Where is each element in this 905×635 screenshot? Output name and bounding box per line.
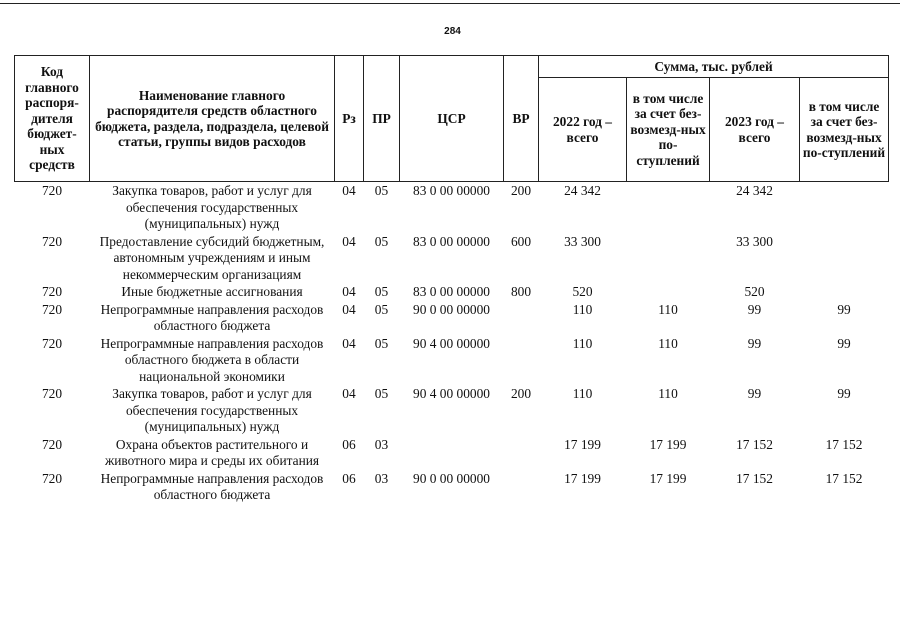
cell-vr bbox=[504, 437, 539, 471]
cell-rz: 04 bbox=[342, 386, 356, 401]
cell-kod: 720 bbox=[41, 386, 63, 401]
cell-2023: 17 152 bbox=[736, 436, 773, 452]
cell-name: Предоставление субсидий бюджетным, автономным учреждениям и иным некоммерческим организациям bbox=[99, 233, 325, 282]
cell-vr: 800 bbox=[510, 284, 532, 299]
cell-csr: 90 0 00 00000 bbox=[413, 470, 490, 486]
cell-rz: 04 bbox=[342, 233, 356, 249]
cell-kod: 720 bbox=[41, 436, 63, 452]
cell-2022: 110 bbox=[572, 386, 593, 401]
header-2023-free: в том числе за счет без-возмезд-ных по-ступлений bbox=[800, 78, 889, 182]
header-name: Наименование главного распорядителя средств областного бюджета, раздела, подраздела, целевой статьи, группы видов расходов bbox=[90, 56, 335, 182]
cell-pr: 05 bbox=[374, 233, 389, 249]
cell-kod: 720 bbox=[41, 335, 63, 351]
cell-pr: 05 bbox=[374, 335, 389, 351]
table-row bbox=[15, 386, 889, 437]
cell-csr: 83 0 00 00000 bbox=[413, 284, 490, 299]
top-rule bbox=[0, 3, 900, 4]
cell-2023: 99 bbox=[747, 386, 762, 401]
table-row bbox=[15, 284, 889, 302]
header-vr: ВР bbox=[504, 56, 539, 182]
header-pr: ПР bbox=[364, 56, 400, 182]
cell-2023-free bbox=[800, 182, 889, 234]
cell-2023-free bbox=[800, 234, 889, 285]
cell-2023: 17 152 bbox=[736, 470, 773, 486]
budget-table bbox=[14, 55, 889, 505]
cell-2023: 24 342 bbox=[736, 183, 773, 198]
header-sum-group: Сумма, тыс. рублей bbox=[539, 56, 889, 78]
table-body bbox=[15, 182, 889, 505]
table-row bbox=[15, 302, 889, 336]
cell-rz: 06 bbox=[342, 470, 356, 486]
cell-vr bbox=[504, 302, 539, 336]
cell-2022-free bbox=[627, 182, 710, 234]
cell-2022: 24 342 bbox=[564, 183, 601, 198]
cell-2022: 110 bbox=[572, 335, 593, 351]
cell-2023-free: 99 bbox=[837, 301, 851, 317]
cell-kod: 720 bbox=[41, 183, 63, 198]
table-row bbox=[15, 336, 889, 387]
cell-2022: 17 199 bbox=[564, 436, 601, 452]
cell-csr: 90 0 00 00000 bbox=[413, 301, 490, 317]
header-2023-total: 2023 год – всего bbox=[710, 78, 800, 182]
cell-2022-free: 110 bbox=[658, 386, 678, 401]
cell-2023-free bbox=[800, 284, 889, 302]
cell-pr: 03 bbox=[374, 470, 389, 486]
cell-name: Охрана объектов растительного и животного мира и среды их обитания bbox=[104, 436, 320, 468]
cell-name: Закупка товаров, работ и услуг для обеспечения государственных (муниципальных) нужд bbox=[112, 183, 312, 231]
cell-rz: 04 bbox=[342, 335, 356, 351]
cell-vr: 200 bbox=[510, 183, 532, 198]
cell-csr: 83 0 00 00000 bbox=[413, 183, 490, 198]
cell-2022: 520 bbox=[572, 284, 593, 299]
cell-kod: 720 bbox=[41, 301, 63, 317]
cell-name: Иные бюджетные ассигнования bbox=[121, 284, 303, 299]
header-2022-total: 2022 год – всего bbox=[539, 78, 627, 182]
cell-2022-free bbox=[627, 284, 710, 302]
cell-csr: 83 0 00 00000 bbox=[413, 233, 490, 249]
cell-2023-free: 99 bbox=[837, 386, 851, 401]
cell-pr: 05 bbox=[374, 386, 389, 401]
cell-2022-free: 17 199 bbox=[649, 470, 687, 486]
cell-2022: 17 199 bbox=[564, 470, 601, 486]
cell-kod: 720 bbox=[41, 470, 63, 486]
cell-rz: 06 bbox=[342, 436, 356, 452]
cell-csr bbox=[400, 437, 504, 471]
header-csr: ЦСР bbox=[400, 56, 504, 182]
cell-2022-free: 17 199 bbox=[649, 436, 687, 452]
cell-2022-free bbox=[627, 234, 710, 285]
cell-pr: 05 bbox=[374, 301, 389, 317]
page-number: 284 bbox=[444, 26, 461, 37]
table-header bbox=[15, 56, 889, 182]
cell-csr: 90 4 00 00000 bbox=[413, 335, 490, 351]
cell-rz: 04 bbox=[342, 183, 356, 198]
header-rz: Рз bbox=[335, 56, 364, 182]
cell-2022: 33 300 bbox=[564, 233, 601, 249]
cell-kod: 720 bbox=[41, 233, 63, 249]
cell-2023: 99 bbox=[747, 301, 762, 317]
cell-2023: 33 300 bbox=[736, 233, 773, 249]
cell-2023: 99 bbox=[747, 335, 762, 351]
cell-name: Непрограммные направления расходов областного бюджета в области национальной экономики bbox=[100, 335, 324, 384]
cell-2023-free: 17 152 bbox=[825, 470, 863, 486]
cell-csr: 90 4 00 00000 bbox=[413, 386, 490, 401]
table-row bbox=[15, 234, 889, 285]
cell-2022-free: 110 bbox=[658, 301, 678, 317]
cell-vr: 600 bbox=[510, 233, 532, 249]
cell-2023: 520 bbox=[744, 284, 765, 299]
cell-pr: 03 bbox=[374, 436, 389, 452]
cell-name: Непрограммные направления расходов областного бюджета bbox=[100, 301, 324, 333]
cell-2022-free: 110 bbox=[658, 335, 678, 351]
cell-vr bbox=[504, 471, 539, 505]
cell-name: Непрограммные направления расходов областного бюджета bbox=[100, 470, 324, 502]
table-row bbox=[15, 182, 889, 234]
cell-rz: 04 bbox=[342, 284, 356, 299]
cell-kod: 720 bbox=[41, 284, 63, 299]
cell-pr: 05 bbox=[374, 284, 389, 299]
cell-name: Закупка товаров, работ и услуг для обеспечения государственных (муниципальных) нужд bbox=[112, 386, 312, 434]
cell-2022: 110 bbox=[572, 301, 593, 317]
cell-rz: 04 bbox=[342, 301, 356, 317]
cell-2023-free: 17 152 bbox=[825, 436, 863, 452]
cell-pr: 05 bbox=[374, 183, 389, 198]
table-row bbox=[15, 437, 889, 471]
cell-vr bbox=[504, 336, 539, 387]
cell-vr: 200 bbox=[510, 386, 532, 401]
cell-2023-free: 99 bbox=[837, 335, 851, 351]
header-2022-free: в том числе за счет без-возмезд-ных по-ступлений bbox=[627, 78, 710, 182]
table-row bbox=[15, 471, 889, 505]
header-kod: Код главного распоря-дителя бюджет-ных средств bbox=[15, 56, 90, 182]
